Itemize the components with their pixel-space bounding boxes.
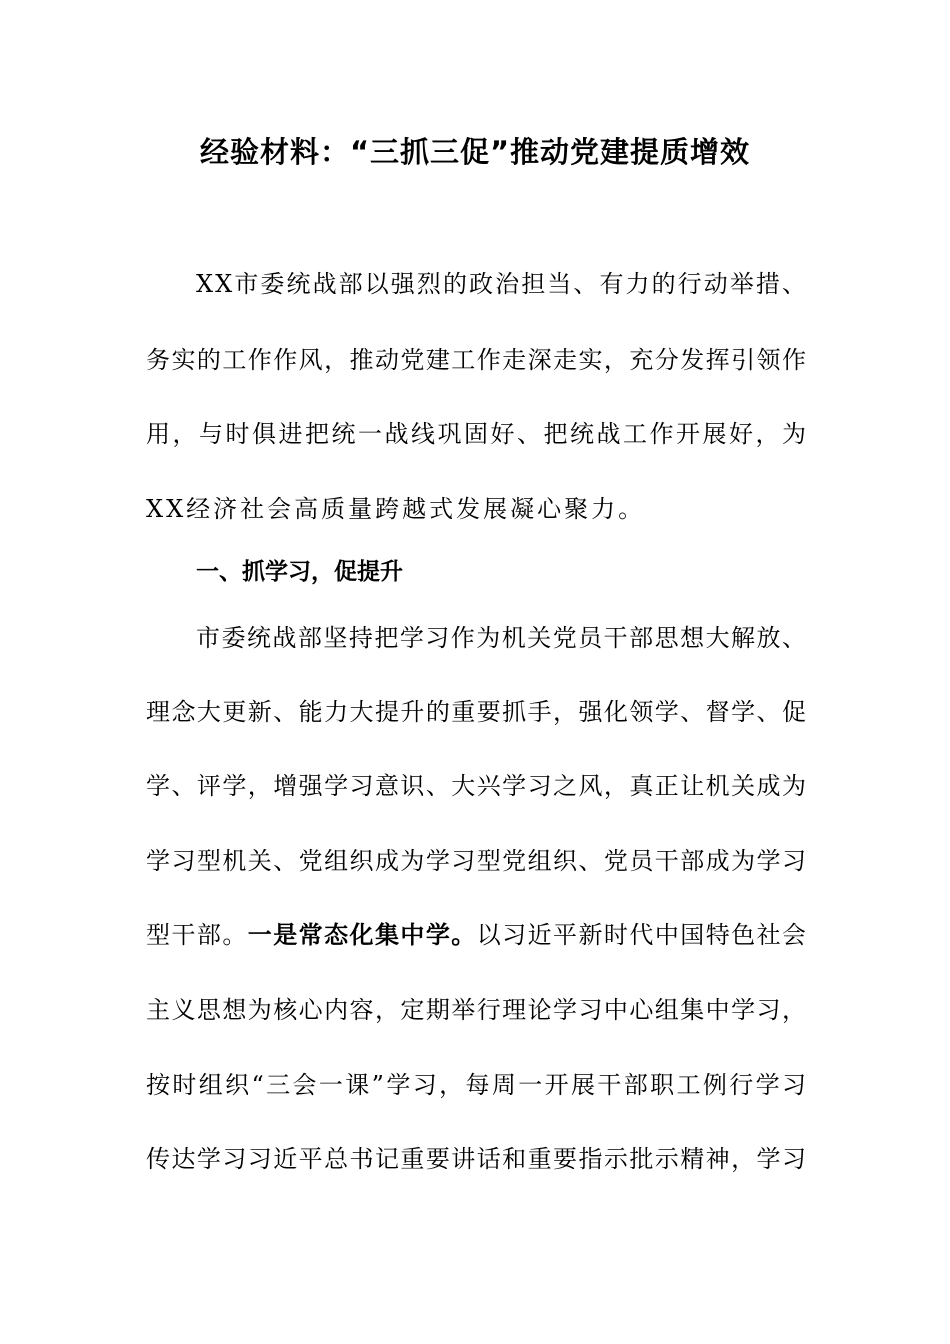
document-title: 经验材料：“三抓三促”推动党建提质增效 [199, 135, 751, 169]
section-heading-1: 一、抓学习，促提升 [196, 559, 403, 585]
section1-line-6: 主义思想为核心内容，定期举行理论学习中心组集中学习， [146, 996, 808, 1024]
section1-line-7: 按时组织“三会一课”学习，每周一开展干部职工例行学习 [146, 1071, 809, 1099]
intro-line-3: 用，与时俱进把统一战线巩固好、把统战工作开展好，为 [146, 420, 809, 448]
line5-prefix: 型干部。 [146, 921, 248, 949]
section1-line-2: 理念大更新、能力大提升的重要抓手，强化领学、督学、促 [146, 698, 808, 726]
section1-line-3: 学、评学，增强学习意识、大兴学习之风，真正让机关成为 [146, 772, 808, 800]
section1-line-5 [146, 915, 806, 955]
section1-line-4: 学习型机关、党组织成为学习型党组织、党员干部成为学习 [146, 847, 808, 875]
section1-line-1: 市委统战部坚持把学习作为机关党员干部思想大解放、 [196, 624, 808, 652]
line5-suffix: 以习近平新时代中国特色社会 [476, 921, 808, 949]
intro-line-1: XX市委统战部以强烈的政治担当、有力的行动举措、 [196, 270, 809, 298]
emphasis-phrase: 一是常态化集中学。 [247, 921, 477, 949]
intro-line-2: 务实的工作作风，推动党建工作走深走实，充分发挥引领作 [146, 346, 808, 374]
section1-line-8: 传达学习习近平总书记重要讲话和重要指示批示精神，学习 [146, 1145, 808, 1173]
intro-line-4: XX经济社会高质量跨越式发展凝心聚力。 [146, 495, 646, 523]
